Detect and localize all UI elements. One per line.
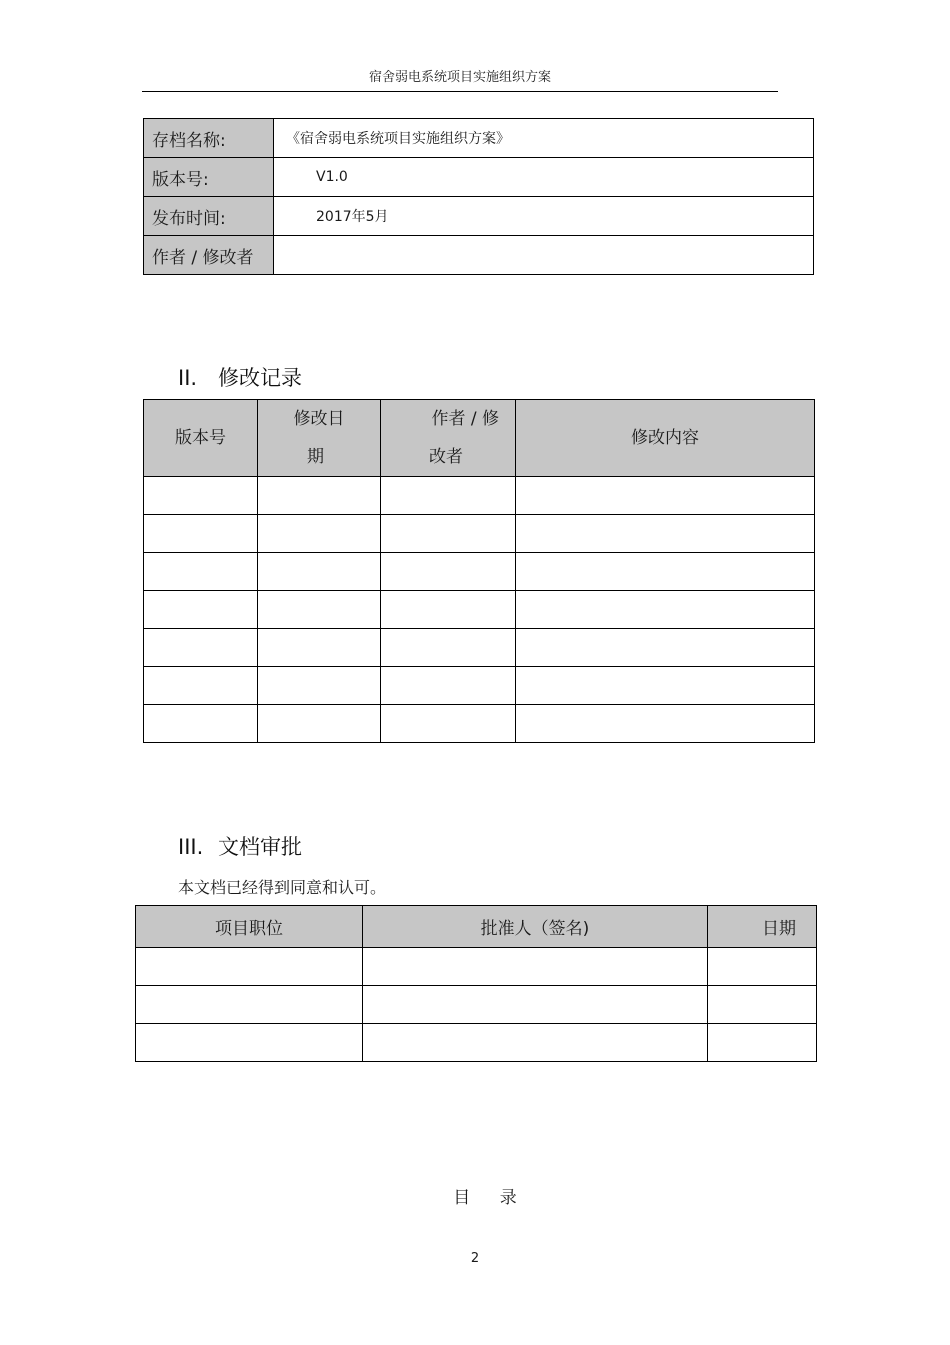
page-number: 2 bbox=[470, 1251, 480, 1266]
table-cell bbox=[136, 1024, 363, 1062]
table-cell bbox=[381, 515, 516, 553]
archive-info-table bbox=[143, 118, 814, 275]
table-cell bbox=[708, 948, 817, 986]
release-date-value: 2017年5月 bbox=[274, 197, 814, 236]
table-cell bbox=[516, 477, 815, 515]
table-cell bbox=[258, 705, 381, 743]
toc-title: 目 录 bbox=[453, 1188, 529, 1208]
table-row bbox=[144, 158, 814, 197]
section-number: III. bbox=[178, 835, 204, 859]
col-header-line: 期 bbox=[307, 447, 324, 467]
header-rule bbox=[142, 91, 778, 92]
release-date-label: 发布时间: bbox=[144, 197, 274, 236]
table-cell bbox=[258, 667, 381, 705]
col-header-line: 修改日 bbox=[293, 409, 345, 429]
table-cell bbox=[363, 1024, 708, 1062]
table-cell bbox=[144, 667, 258, 705]
table-cell bbox=[381, 705, 516, 743]
table-row bbox=[144, 553, 815, 591]
table-cell bbox=[363, 948, 708, 986]
table-cell bbox=[516, 705, 815, 743]
table-cell bbox=[708, 1024, 817, 1062]
col-header-revision-date bbox=[258, 400, 381, 477]
table-cell bbox=[258, 515, 381, 553]
table-cell bbox=[144, 629, 258, 667]
table-row bbox=[144, 515, 815, 553]
table-cell bbox=[516, 667, 815, 705]
revision-section-heading bbox=[178, 362, 302, 392]
table-row bbox=[136, 1024, 817, 1062]
col-header-position: 项目职位 bbox=[136, 906, 363, 948]
col-header-version bbox=[144, 400, 258, 477]
table-header-row bbox=[136, 906, 817, 948]
col-header-approver: 批准人（签名) bbox=[363, 906, 708, 948]
table-row bbox=[144, 236, 814, 275]
approval-table bbox=[135, 905, 817, 1062]
section-title: 修改记录 bbox=[218, 366, 302, 390]
table-cell bbox=[516, 629, 815, 667]
table-cell bbox=[144, 553, 258, 591]
table-cell bbox=[136, 986, 363, 1024]
col-header-author bbox=[381, 400, 516, 477]
table-row bbox=[144, 197, 814, 236]
table-row bbox=[144, 705, 815, 743]
table-cell bbox=[144, 705, 258, 743]
approval-section-heading bbox=[178, 831, 302, 861]
table-cell bbox=[258, 553, 381, 591]
revision-table bbox=[143, 399, 815, 743]
table-cell bbox=[258, 629, 381, 667]
archive-name-label: 存档名称: bbox=[144, 119, 274, 158]
table-cell bbox=[136, 948, 363, 986]
table-cell bbox=[144, 477, 258, 515]
table-cell bbox=[363, 986, 708, 1024]
table-cell bbox=[381, 477, 516, 515]
table-cell bbox=[258, 591, 381, 629]
table-row bbox=[144, 629, 815, 667]
table-row bbox=[136, 986, 817, 1024]
approval-note: 本文档已经得到同意和认可。 bbox=[178, 878, 387, 897]
col-header-line: 版本号 bbox=[175, 428, 226, 448]
col-header-line: 修改内容 bbox=[631, 428, 699, 448]
table-cell bbox=[381, 667, 516, 705]
version-label: 版本号: bbox=[144, 158, 274, 197]
table-cell bbox=[381, 591, 516, 629]
col-header-line: 改者 bbox=[429, 447, 463, 467]
table-cell bbox=[258, 477, 381, 515]
table-cell bbox=[708, 986, 817, 1024]
section-number: II. bbox=[178, 366, 198, 390]
running-header: 宿舍弱电系统项目实施组织方案 bbox=[368, 70, 551, 85]
table-cell bbox=[381, 553, 516, 591]
section-title: 文档审批 bbox=[218, 835, 302, 859]
table-header-row bbox=[144, 400, 815, 477]
col-header-content bbox=[516, 400, 815, 477]
table-cell bbox=[516, 515, 815, 553]
table-cell bbox=[516, 591, 815, 629]
col-header-line: 作者 / 修 bbox=[431, 409, 499, 429]
table-cell bbox=[381, 629, 516, 667]
table-row bbox=[144, 119, 814, 158]
version-value: V1.0 bbox=[274, 158, 814, 197]
col-header-date: 日期 bbox=[708, 906, 817, 948]
table-cell bbox=[144, 515, 258, 553]
author-value bbox=[274, 236, 814, 275]
table-cell bbox=[516, 553, 815, 591]
table-cell bbox=[144, 591, 258, 629]
archive-name-value: 《宿舍弱电系统项目实施组织方案》 bbox=[274, 119, 814, 158]
author-label: 作者 / 修改者 bbox=[144, 236, 274, 275]
table-row bbox=[144, 667, 815, 705]
table-row bbox=[144, 477, 815, 515]
table-row bbox=[136, 948, 817, 986]
table-row bbox=[144, 591, 815, 629]
